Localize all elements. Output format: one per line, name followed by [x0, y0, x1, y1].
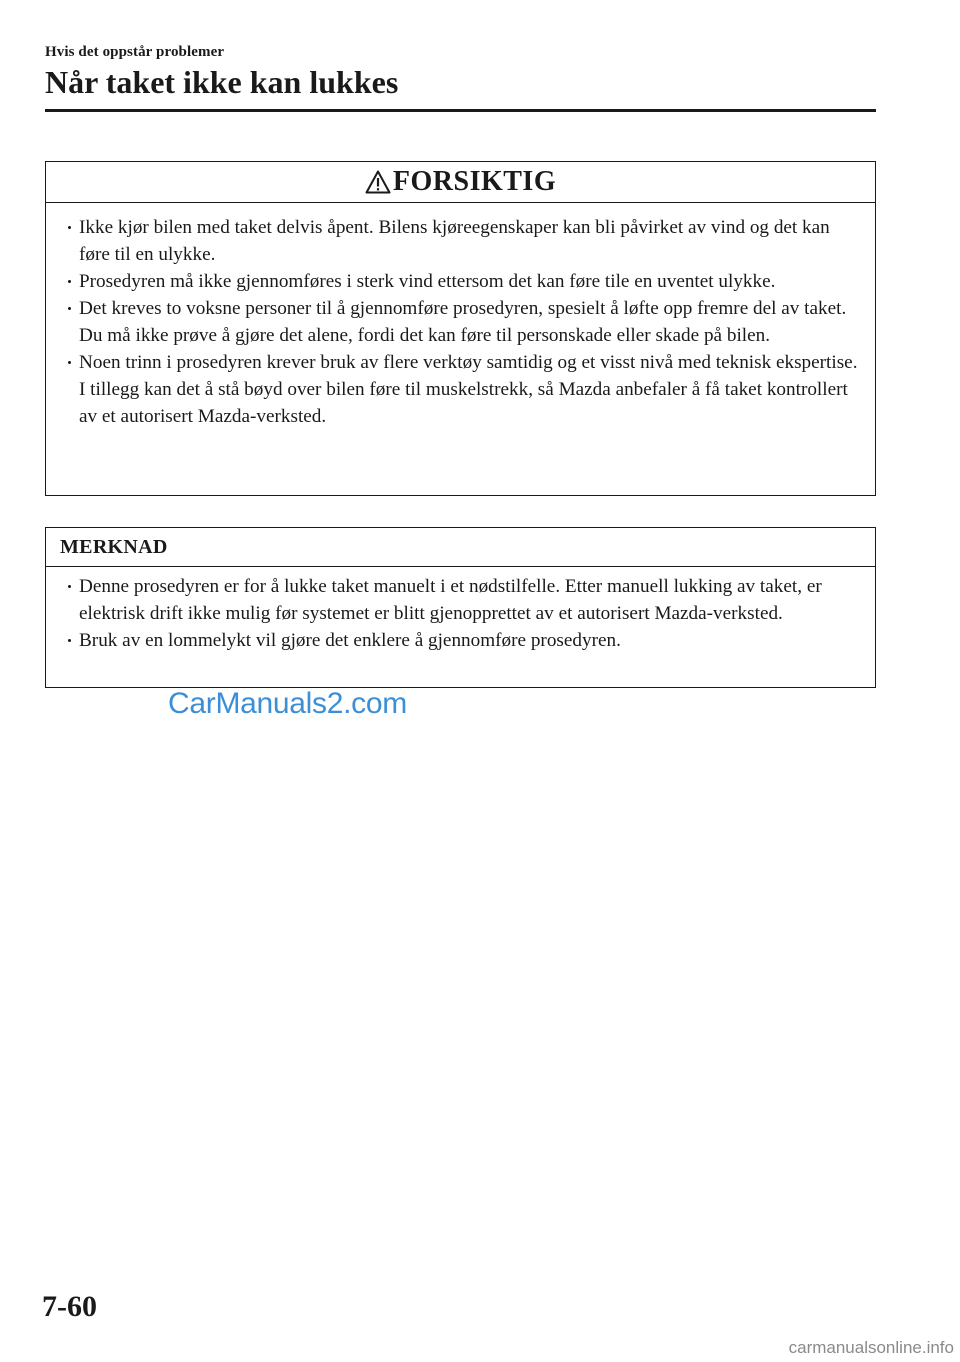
note-title: MERKNAD: [60, 535, 168, 558]
page-number: 7-60: [42, 1290, 97, 1323]
title-divider: [45, 109, 876, 112]
list-item-text: Noen trinn i prosedyren krever bruk av flere verktøy samtidig og et visst nivå med teknisk ekspertise. I tillegg kan det å stå bøyd over bilen føre til muskelstrekk, så Mazda anbefaler å få taket kontrollert av et autorisert Mazda-verksted.: [79, 352, 858, 427]
section-label: Hvis det oppstår problemer: [45, 44, 225, 60]
warning-triangle-icon: [365, 170, 391, 194]
note-header: [46, 528, 875, 567]
caution-title: FORSIKTIG: [392, 166, 557, 197]
watermark-link[interactable]: CarManuals2.com: [168, 687, 407, 720]
list-item: [46, 268, 875, 295]
list-item-text: Denne prosedyren er for å lukke taket manuelt i et nødstilfelle. Etter manuell lukking av taket, er elektrisk drift ikke mulig før systemet er blitt gjenopprettet av et autorisert Mazda-verksted.: [79, 576, 822, 624]
caution-list: [46, 203, 875, 430]
bullet-dot: [68, 226, 71, 229]
list-item: [46, 295, 875, 349]
caution-box: [45, 161, 876, 496]
list-item-text: Bruk av en lommelykt vil gjøre det enklere å gjennomføre prosedyren.: [79, 630, 621, 651]
list-item: [46, 349, 875, 430]
list-item: [46, 627, 875, 654]
caution-header: [46, 162, 875, 203]
bullet-dot: [68, 307, 71, 310]
list-item: [46, 214, 875, 268]
bullet-dot: [68, 585, 71, 588]
bullet-dot: [68, 280, 71, 283]
bullet-dot: [68, 639, 71, 642]
list-item-text: Det kreves to voksne personer til å gjennomføre prosedyren, spesielt å løfte opp fremre del av taket. Du må ikke prøve å gjøre det alene, fordi det kan føre til personskade eller skade på bilen.: [79, 298, 847, 346]
note-box: [45, 527, 876, 688]
list-item-text: Ikke kjør bilen med taket delvis åpent. Bilens kjøreegenskaper kan bli påvirket av vind og det kan føre til en ulykke.: [79, 217, 830, 265]
note-list: [46, 567, 875, 654]
footer-watermark: carmanualsonline.info: [788, 1338, 954, 1357]
list-item: [46, 573, 875, 627]
page-title: Når taket ikke kan lukkes: [45, 64, 399, 100]
list-item-text: Prosedyren må ikke gjennomføres i sterk vind ettersom det kan føre tile en uventet ulykke.: [79, 271, 776, 292]
bullet-dot: [68, 361, 71, 364]
